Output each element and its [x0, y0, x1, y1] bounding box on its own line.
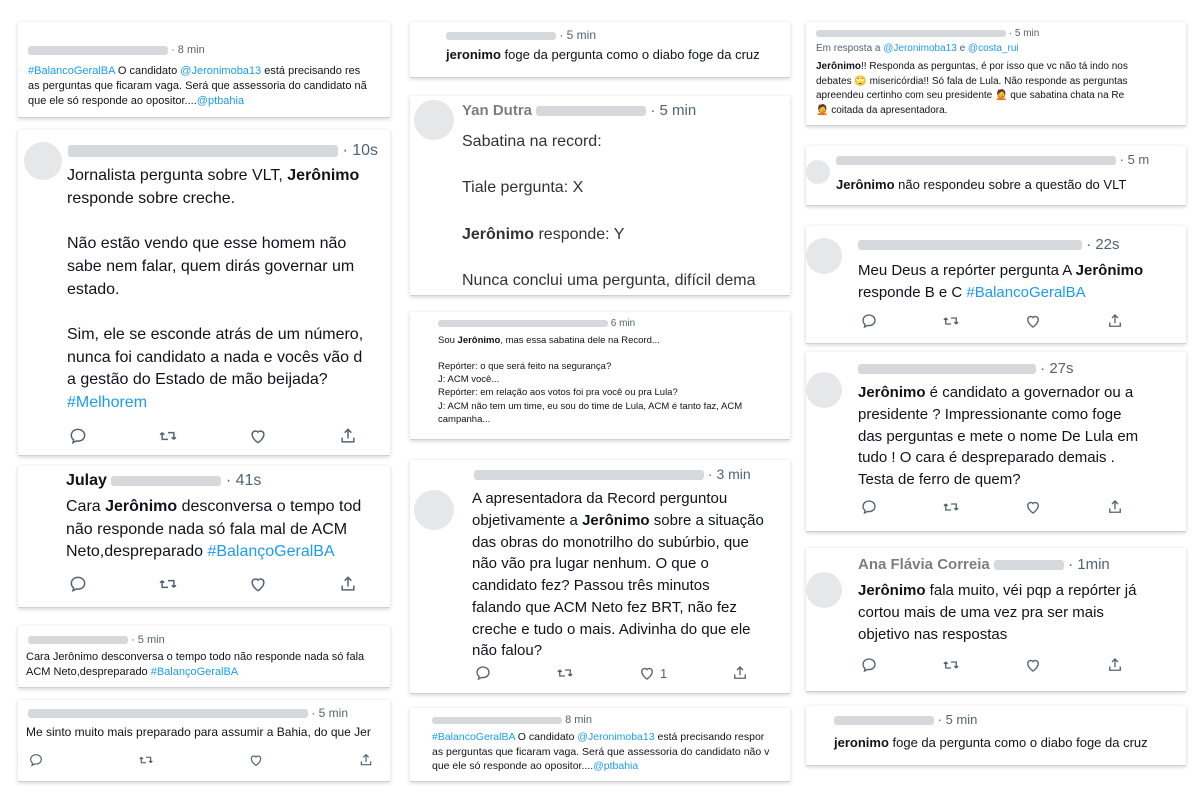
tweet-card[interactable]	[806, 22, 1186, 126]
tweet-actions	[68, 574, 358, 594]
tweet-card[interactable]	[410, 96, 790, 296]
tweet-card[interactable]	[410, 312, 790, 440]
mention-link[interactable]: @ptbahia	[196, 94, 245, 107]
tweet-text: Sou Jerônimo, mas essa sabatina dele na Record... Repórter: o que será feito na segurança? J: ACM você... Repórter: em relação aos votos foi pra você ou pra Lula? J: ACM não tem um time, eu sou do time de Lula, ACM é tanto faz, ACM campanha...	[438, 335, 743, 425]
tweet-time: 8 min	[565, 714, 592, 726]
tweet-time: · 3 min	[707, 466, 751, 482]
tweet-card[interactable]	[410, 708, 790, 782]
tweet-actions	[860, 312, 1124, 330]
mention-link[interactable]: @ptbahia	[593, 760, 639, 773]
share-icon[interactable]	[1106, 312, 1124, 330]
blurred-handle	[994, 560, 1064, 570]
retweet-icon[interactable]	[942, 498, 960, 516]
tweet-time: · 5 min	[311, 706, 349, 720]
like-icon[interactable]	[638, 664, 667, 682]
reply-icon[interactable]	[474, 664, 492, 682]
tweet-card[interactable]	[18, 22, 390, 118]
avatar	[806, 160, 830, 184]
tweet-header	[834, 712, 977, 727]
share-icon[interactable]	[1106, 656, 1124, 674]
blurred-username	[28, 46, 168, 55]
tweet-text: Sabatina na record: Tiale pergunta: X Jerônimo responde: Y Nunca conclui uma pergunta, difícil dema	[462, 133, 756, 290]
tweet-text: Jerônimo!! Responda as perguntas, é por isso que vc não tá indo nos debates 🙄 misericórdia!! Só fala de Lula. Não responde as perguntas apreendeu certinho com seu presidente 🤦 que sabatina chata na Re 🤦 coitada da apresentadora.	[816, 61, 1128, 116]
tweet-card[interactable]	[806, 706, 1186, 766]
tweet-text: Jornalista pergunta sobre VLT, Jerônimo responde sobre creche. Não estão vendo que esse homem não sabe nem falar, quem dirás governar um estado. Sim, ele se esconde atrás de um número, nunca foi candidato a nada e vocês vão d a gestão do Estado de mão beijada? #Melhorem	[67, 167, 364, 412]
tweet-header	[28, 634, 165, 646]
blurred-username	[858, 364, 1036, 374]
like-count: 1	[660, 665, 668, 681]
like-icon[interactable]	[248, 574, 268, 594]
reply-icon[interactable]	[860, 312, 878, 330]
share-icon[interactable]	[1106, 498, 1124, 516]
tweet-time: · 5 min	[131, 634, 165, 646]
tweet-time: · 5 min	[937, 712, 978, 727]
tweet-time: 6 min	[610, 318, 636, 329]
retweet-icon[interactable]	[158, 574, 178, 594]
reply-icon[interactable]	[860, 498, 878, 516]
tweet-time: · 5 min	[1008, 28, 1040, 39]
tweet-header	[836, 152, 1149, 167]
avatar	[414, 100, 454, 140]
tweet-actions	[28, 752, 374, 768]
tweet-header	[66, 472, 261, 490]
tweet-author-name: Yan Dutra	[462, 102, 533, 119]
share-icon[interactable]	[358, 752, 374, 768]
tweet-time: · 5 m	[1119, 152, 1150, 167]
tweet-actions	[860, 656, 1124, 674]
tweet-time: · 41s	[225, 472, 262, 489]
tweet-header	[816, 28, 1039, 39]
blurred-username	[438, 320, 608, 327]
like-icon[interactable]	[1024, 656, 1042, 674]
like-icon[interactable]	[1024, 498, 1042, 516]
retweet-icon[interactable]	[942, 656, 960, 674]
blurred-username	[446, 32, 556, 40]
tweet-actions	[68, 426, 358, 446]
blurred-username	[834, 716, 934, 725]
mention-link[interactable]: @costa_rui	[967, 43, 1019, 54]
tweet-card[interactable]	[18, 700, 390, 782]
hashtag-link[interactable]: #BalançoGeralBA	[150, 665, 239, 678]
blurred-username	[858, 240, 1082, 250]
tweet-card[interactable]	[18, 130, 390, 456]
tweet-header	[432, 714, 592, 726]
tweet-author-name: Ana Flávia Correia	[858, 556, 990, 573]
tweet-text: #BalancoGeralBA O candidato @Jeronimoba13 está precisando res as perguntas que ficaram vaga. Será que assessoria do candidato nã que ele só responde ao opositor....@ptbahia	[28, 65, 367, 107]
tweet-time: · 27s	[1040, 360, 1074, 377]
retweet-icon[interactable]	[138, 752, 154, 768]
tweet-time: · 5 min	[559, 28, 597, 42]
hashtag-link[interactable]: #Melhorem	[67, 394, 148, 412]
like-icon[interactable]	[248, 426, 268, 446]
mention-link[interactable]: @Jeronimoba13	[180, 65, 262, 77]
tweet-text: Meu Deus a repórter pergunta A Jerônimo responde B e C #BalancoGeralBA	[858, 262, 1144, 301]
tweet-card[interactable]	[410, 22, 790, 78]
blurred-handle	[536, 106, 646, 116]
share-icon[interactable]	[338, 426, 358, 446]
tweet-time: · 1min	[1068, 556, 1110, 573]
tweet-text: Cara Jerônimo desconversa o tempo tod não responde nada só fala mal de ACM Neto,despreparado #BalançoGeralBA	[66, 498, 362, 561]
blurred-username	[28, 709, 308, 718]
tweet-text: jeronimo foge da pergunta como o diabo foge da cruz	[834, 735, 1148, 750]
share-icon[interactable]	[338, 574, 358, 594]
tweet-card[interactable]	[806, 352, 1186, 532]
tweet-text: Jerônimo não respondeu sobre a questão do VLT	[836, 177, 1127, 192]
blurred-handle	[111, 476, 221, 486]
avatar	[806, 572, 842, 608]
like-icon[interactable]	[248, 752, 264, 768]
tweet-card[interactable]	[806, 226, 1186, 344]
avatar	[806, 238, 842, 274]
retweet-icon[interactable]	[942, 312, 960, 330]
tweet-author-name: Julay	[66, 472, 107, 489]
reply-icon[interactable]	[28, 752, 44, 768]
tweet-actions	[860, 498, 1124, 516]
tweet-time: · 22s	[1086, 236, 1120, 253]
share-icon[interactable]	[731, 664, 749, 682]
blurred-username	[816, 30, 1006, 37]
tweet-header	[438, 318, 635, 329]
tweet-text: Cara Jerônimo desconversa o tempo todo não responde nada só fala ACM Neto,despreparado #BalançoGeralBA	[26, 651, 365, 678]
tweet-time: · 10s	[342, 142, 379, 159]
tweet-header	[474, 466, 751, 482]
tweet-header	[68, 142, 378, 160]
blurred-username	[836, 156, 1116, 165]
blurred-username	[432, 717, 562, 724]
avatar	[24, 142, 62, 180]
reply-icon[interactable]	[860, 656, 878, 674]
retweet-icon[interactable]	[556, 664, 574, 682]
blurred-username	[474, 470, 704, 480]
mention-link[interactable]: @Jeronimoba13	[883, 43, 957, 54]
like-icon[interactable]	[1024, 312, 1042, 330]
tweet-header	[858, 360, 1074, 377]
avatar	[414, 490, 454, 530]
hashtag-link[interactable]: #BalancoGeralBA	[966, 283, 1086, 301]
tweet-actions	[474, 664, 749, 682]
reply-to-line: Em resposta a @Jeronimoba13 e @costa_rui	[816, 43, 1019, 54]
reply-icon[interactable]	[68, 574, 88, 594]
hashtag-link[interactable]: #BalancoGeralBA	[28, 65, 115, 77]
tweet-text: Jerônimo fala muito, véi pqp a repórter já cortou mais de uma vez pra ser mais objetivo nas respostas	[858, 582, 1137, 643]
hashtag-link[interactable]: #BalançoGeralBA	[207, 543, 335, 561]
tweet-header	[858, 556, 1110, 573]
hashtag-link[interactable]: #BalancoGeralBA	[432, 731, 515, 743]
tweet-text: #BalancoGeralBA O candidato @Jeronimoba13 está precisando respor as perguntas que ficaram vaga. Será que assessoria do candidato não v que ele só responde ao opositor....@ptbahia	[432, 731, 770, 773]
tweet-card[interactable]	[806, 548, 1186, 692]
tweet-time: · 5 min	[650, 102, 697, 119]
mention-link[interactable]: @Jeronimoba13	[577, 731, 655, 743]
tweet-header	[446, 28, 596, 42]
tweet-header	[858, 236, 1120, 253]
tweet-card[interactable]	[806, 146, 1186, 206]
tweet-text: Jerônimo é candidato a governador ou a presidente ? Impressionante como foge das perguntas e mete o nome De Lula em tudo ! O cara é despreparado demais . Testa de ferro de quem?	[858, 384, 1139, 488]
avatar	[806, 372, 842, 408]
blurred-username	[28, 636, 128, 644]
tweet-header	[28, 44, 205, 56]
tweet-card[interactable]	[18, 466, 390, 608]
tweet-card[interactable]	[18, 626, 390, 688]
tweet-header	[28, 706, 348, 720]
retweet-icon[interactable]	[158, 426, 178, 446]
tweet-text: jeronimo foge da pergunta como o diabo foge da cruz	[446, 47, 760, 62]
tweet-card[interactable]	[410, 460, 790, 694]
blurred-username	[68, 145, 338, 157]
tweet-text: Me sinto muito mais preparado para assumir a Bahia, do que Jer	[26, 725, 371, 739]
reply-icon[interactable]	[68, 426, 88, 446]
tweet-time: · 8 min	[171, 44, 205, 56]
tweet-header	[462, 102, 696, 119]
tweet-text: A apresentadora da Record perguntou objetivamente a Jerônimo sobre a situação das obras do monotrilho do subúrbio, que não vão pra lugar nenhum. O que o candidato fez? Passou três minutos falando que ACM Neto fez BRT, não fez creche e tudo o mais. Adivinha do que ele não falou?	[472, 490, 764, 660]
